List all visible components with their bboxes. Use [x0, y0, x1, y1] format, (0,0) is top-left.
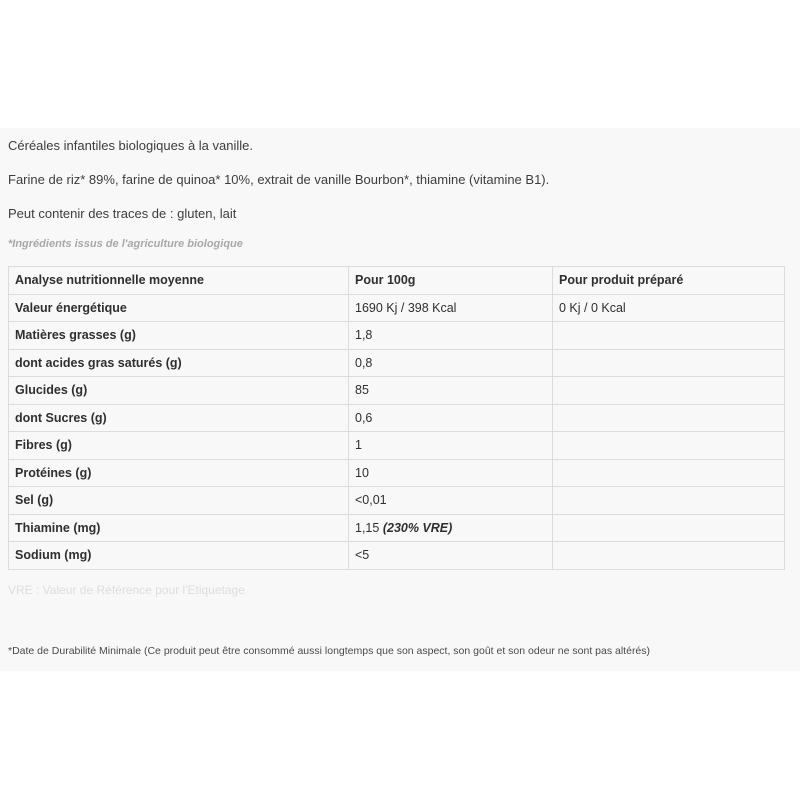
- thiamine-value: 1,15: [355, 520, 380, 535]
- row-label: dont acides gras saturés (g): [9, 349, 349, 377]
- row-prepared: [553, 349, 785, 377]
- row-prepared: [553, 514, 785, 542]
- row-label: Matières grasses (g): [9, 322, 349, 350]
- ingredients-text: Farine de riz* 89%, farine de quinoa* 10%, extrait de vanille Bourbon*, thiamine (vitamine B1).: [8, 172, 550, 187]
- vre-percentage: (230% VRE): [382, 520, 453, 535]
- row-label: Fibres (g): [9, 432, 349, 460]
- product-title: Céréales infantiles biologiques à la vanille.: [8, 138, 253, 153]
- row-label: Valeur énergétique: [9, 294, 349, 322]
- row-per-100g: <0,01: [349, 487, 553, 515]
- header-analysis: Analyse nutritionnelle moyenne: [9, 267, 349, 295]
- ddm-footnote: *Date de Durabilité Minimale (Ce produit peut être consommé aussi longtemps que son aspect, son goût et son odeur ne sont pas altérés): [8, 645, 651, 657]
- table-row: [9, 322, 785, 350]
- table-row: [9, 404, 785, 432]
- row-per-100g: 85: [349, 377, 553, 405]
- table-row: [9, 294, 785, 322]
- table-row: [9, 514, 785, 542]
- table-row: [9, 349, 785, 377]
- row-per-100g: 10: [349, 459, 553, 487]
- row-per-100g: <5: [349, 542, 553, 570]
- table-row: [9, 377, 785, 405]
- row-label: Thiamine (mg): [9, 514, 349, 542]
- row-prepared: [553, 404, 785, 432]
- nutrition-table: [8, 266, 785, 570]
- row-per-100g: 0,8: [349, 349, 553, 377]
- organic-note: *Ingrédients issus de l'agriculture biologique: [8, 238, 243, 250]
- table-header-row: [9, 267, 785, 295]
- row-label: Glucides (g): [9, 377, 349, 405]
- table-row: [9, 432, 785, 460]
- row-per-100g: 1: [349, 432, 553, 460]
- row-prepared: [553, 487, 785, 515]
- row-label: Protéines (g): [9, 459, 349, 487]
- row-prepared: 0 Kj / 0 Kcal: [553, 294, 785, 322]
- row-prepared: [553, 459, 785, 487]
- row-prepared: [553, 432, 785, 460]
- table-row: [9, 459, 785, 487]
- row-label: Sel (g): [9, 487, 349, 515]
- row-per-100g: 1690 Kj / 398 Kcal: [349, 294, 553, 322]
- row-per-100g: 1,8: [349, 322, 553, 350]
- row-prepared: [553, 377, 785, 405]
- row-per-100g: 0,6: [349, 404, 553, 432]
- row-prepared: [553, 542, 785, 570]
- table-row: [9, 542, 785, 570]
- table-row: [9, 487, 785, 515]
- row-per-100g: [349, 514, 553, 542]
- allergens-text: Peut contenir des traces de : gluten, lait: [8, 206, 237, 221]
- row-label: dont Sucres (g): [9, 404, 349, 432]
- vre-footnote: VRE : Valeur de Référence pour l'Etiquetage: [8, 583, 245, 597]
- row-label: Sodium (mg): [9, 542, 349, 570]
- row-prepared: [553, 322, 785, 350]
- header-per-100g: Pour 100g: [349, 267, 553, 295]
- header-prepared: Pour produit préparé: [553, 267, 785, 295]
